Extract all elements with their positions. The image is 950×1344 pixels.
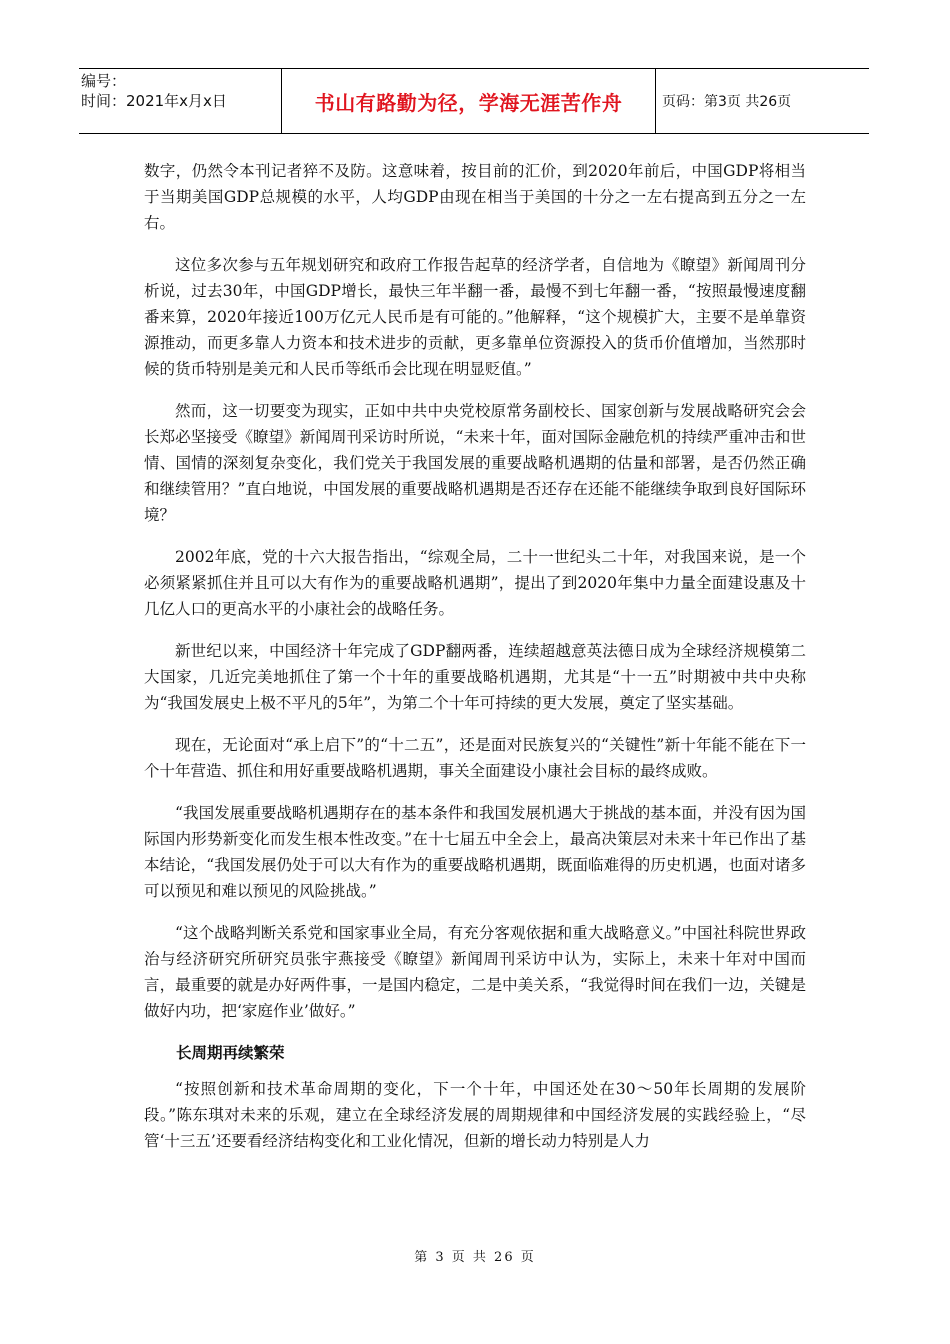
paragraph-5: 新世纪以来，中国经济十年完成了GDP翻两番，连续超越意英法德日成为全球经济规模第二大国家，几近完美地抓住了第一个十年的重要战略机遇期，尤其是“十一五”时期被中共中央称为“我国发展史上极不平凡的5年”，为第二个十年可持续的更大发展，奠定了坚实基础。: [144, 642, 806, 712]
header-motto: 书山有路勤为径，学海无涯苦作舟: [282, 69, 656, 133]
paragraph-1: 数字，仍然令本刊记者猝不及防。这意味着，按目前的汇价，到2020年前后，中国GDP将相当于当期美国GDP总规模的水平，人均GDP由现在相当于美国的十分之一左右提高到五分之一左右。: [144, 162, 806, 232]
paragraph-7: “我国发展重要战略机遇期存在的基本条件和我国发展机遇大于挑战的基本面，并没有因为国际国内形势新变化而发生根本性改变。”在十七届五中全会上，最高决策层对未来十年已作出了基本结论，“我国发展仍处于可以大有作为的重要战略机遇期，既面临难得的历史机遇，也面对诸多可以预见和难以预见的风险挑战。”: [144, 804, 806, 900]
paragraph-8: “这个战略判断关系党和国家事业全局，有充分客观依据和重大战略意义。”中国社科院世界政治与经济研究所研究员张宇燕接受《瞭望》新闻周刊采访中认为，实际上，未来十年对中国而言，最重要的就是办好两件事，一是国内稳定，二是中美关系，“我觉得时间在我们一边，关键是做好内功，把‘家庭作业’做好。”: [144, 924, 806, 1020]
header-meta: [79, 69, 282, 133]
section-heading: 长周期再续繁荣: [176, 1044, 285, 1062]
page-footer: 第 3 页 共 26 页: [414, 1250, 536, 1265]
document-date-label: 时间：2021年x月x日: [81, 92, 227, 110]
paragraph-4: 2002年底，党的十六大报告指出，“综观全局，二十一世纪头二十年，对我国来说，是一个必须紧紧抓住并且可以大有作为的重要战略机遇期”，提出了到2020年集中力量全面建设惠及十几亿人口的更高水平的小康社会的战略任务。: [144, 548, 806, 618]
paragraph-9: “按照创新和技术革命周期的变化，下一个十年，中国还处在30～50年长周期的发展阶段。”陈东琪对未来的乐观，建立在全球经济发展的周期规律和中国经济发展的实践经验上，“尽管‘十三五’还要看经济结构变化和工业化情况，但新的增长动力特别是人力: [144, 1080, 806, 1150]
paragraph-6: 现在，无论面对“承上启下”的“十二五”，还是面对民族复兴的“关键性”新十年能不能在下一个十年营造、抓住和用好重要战略机遇期，事关全面建设小康社会目标的最终成败。: [144, 736, 806, 780]
page-header: [79, 68, 869, 134]
document-number-label: 编号：: [81, 72, 127, 90]
header-page-info: 页码：第3页 共26页: [662, 94, 792, 110]
paragraph-3: 然而，这一切要变为现实，正如中共中央党校原常务副校长、国家创新与发展战略研究会会长郑必坚接受《瞭望》新闻周刊采访时所说，“未来十年，面对国际金融危机的持续严重冲击和世情、国情的深刻复杂变化，我们党关于我国发展的重要战略机遇期的估量和部署，是否仍然正确和继续管用？”直白地说，中国发展的重要战略机遇期是否还存在还能不能继续争取到良好国际环境？: [144, 402, 806, 524]
document-body: [144, 158, 806, 1170]
paragraph-2: 这位多次参与五年规划研究和政府工作报告起草的经济学者，自信地为《瞭望》新闻周刊分析说，过去30年，中国GDP增长，最快三年半翻一番，最慢不到七年翻一番，“按照最慢速度翻番来算，2020年接近100万亿元人民币是有可能的。”他解释，“这个规模扩大，主要不是单靠资源推动，而更多靠人力资本和技术进步的贡献，更多靠单位资源投入的货币价值增加，当然那时候的货币特别是美元和人民币等纸币会比现在明显贬值。”: [144, 256, 806, 378]
